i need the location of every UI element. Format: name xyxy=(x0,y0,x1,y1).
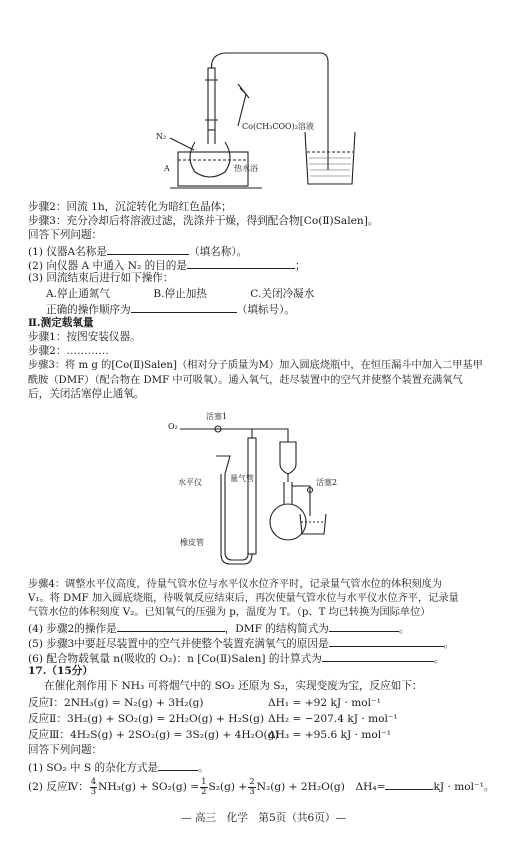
option-b: B.停止加热 xyxy=(153,288,207,300)
hot-water-bath-label: 热水浴 xyxy=(234,164,258,173)
answer-blank xyxy=(385,779,433,790)
n2-inlet-label: N₂ xyxy=(156,132,167,141)
option-a: A.停止通氮气 xyxy=(46,288,110,300)
flask-a-label: A xyxy=(164,164,170,173)
operation-order-tail: （填标号）。 xyxy=(236,304,296,316)
answer-blank xyxy=(117,621,225,632)
fraction-denominator: 3 xyxy=(249,786,255,797)
question-17-1-text: (1) SO₂ 中 S 的杂化方式是 xyxy=(28,762,159,774)
answer-intro: 回答下列问题： xyxy=(28,229,103,241)
question-17-1-tail: 。 xyxy=(198,762,209,774)
question-4-tail: 。 xyxy=(398,623,410,635)
reagent-label: Co(CH₃COO)₂溶液 xyxy=(242,122,314,131)
level-label: 水平仪 xyxy=(178,478,202,487)
o2-label: O₂ xyxy=(168,422,178,431)
question-17-2-part2: S₂(g) + xyxy=(208,781,248,793)
step4-line1: 步骤4：调整水平仪高度，待量气管水位与水平仪水位齐平时，记录量气管水位的体积刻度为 xyxy=(28,579,442,590)
answer-blank xyxy=(187,258,295,269)
answer-blank xyxy=(107,244,189,255)
reflux-apparatus-drawing xyxy=(150,40,390,200)
question-5 xyxy=(28,636,454,651)
question-3: (3) 回流结束后进行如下操作： xyxy=(28,272,174,284)
fraction-denominator: 2 xyxy=(201,786,207,797)
question-17-2-tail: kJ · mol⁻¹。 xyxy=(433,781,495,793)
gas-tube-label: 量气管 xyxy=(230,474,254,483)
part2-step3-line2: 酰胺（DMF）（配合物在 DMF 中可吸氧）。通入氧气，赶尽装置中的空气并使整个装置充满氧气 xyxy=(28,375,463,386)
question-17-2-prefix: (2) 反应Ⅳ： xyxy=(28,781,89,793)
operation-options xyxy=(46,288,314,301)
question-17-2-part3: N₂(g) + 2H₂O(g) ΔH₄= xyxy=(256,781,386,793)
rubber-hose-label: 橡皮管 xyxy=(180,538,204,547)
part2-step2: 步骤2：………… xyxy=(28,345,109,357)
part2-step3-line1: 步骤3：将 m g 的[Co(Ⅱ)Salen]（相对分子质量为M）加入圆底烧瓶中，在恒压漏斗中加入二甲基甲 xyxy=(28,360,483,371)
question-17-2 xyxy=(28,775,494,799)
question-17-1 xyxy=(28,760,209,775)
answer-blank xyxy=(158,760,198,771)
fraction-4-3 xyxy=(90,778,97,797)
question-17-intro: 在催化剂作用下 NH₃ 可将烟气中的 SO₂ 还原为 S₂，实现变废为宝，反应如下： xyxy=(44,680,423,692)
question-17-answer-intro: 回答下列问题： xyxy=(28,744,103,756)
step4-line2: V₁。将 DMF 加入圆底烧瓶，待吸氧反应结束后，再次使量气管水位与水平仪水位齐平，记录量 xyxy=(28,593,459,604)
reaction-3-enthalpy: ΔH₃ = +95.6 kJ · mol⁻¹ xyxy=(268,729,391,741)
question-2 xyxy=(28,258,306,273)
step3-text: 步骤3：充分冷却后将溶液过滤，洗涤并干燥，得到配合物[Co(Ⅱ)Salen]。 xyxy=(28,215,379,227)
reaction-1: 反应Ⅰ：2NH₃(g) = N₂(g) + 3H₂(g) xyxy=(28,697,204,709)
section-ii-heading: Ⅱ.测定载氧量 xyxy=(28,317,94,329)
option-c: C.关闭冷凝水 xyxy=(250,288,315,300)
gas-measurement-figure xyxy=(160,404,360,572)
question-2-text: (2) 向仪器 A 中通入 N₂ 的目的是 xyxy=(28,260,187,272)
question-2-tail: ； xyxy=(294,260,306,272)
question-17-title: 17.（15分） xyxy=(28,665,93,677)
question-1-text: (1) 仪器A名称是 xyxy=(28,246,107,258)
part2-step1: 步骤1：按图安装仪器。 xyxy=(28,331,141,343)
operation-order-text: 正确的操作顺序为 xyxy=(46,304,131,316)
step2-text: 步骤2：回流 1h，沉淀转化为暗红色晶体； xyxy=(28,201,232,213)
question-4 xyxy=(28,621,410,636)
answer-blank xyxy=(329,636,444,647)
page-footer: — 高三 化学 第5页（共6页）— xyxy=(180,812,347,824)
answer-blank xyxy=(329,621,399,632)
fraction-numerator: 1 xyxy=(201,776,207,787)
reaction-2-enthalpy: ΔH₂ = −207.4 kJ · mol⁻¹ xyxy=(268,713,398,725)
operation-order xyxy=(46,302,295,317)
reaction-2: 反应Ⅱ：3H₂(g) + SO₂(g) = 2H₂O(g) + H₂S(g) xyxy=(28,713,265,725)
answer-blank xyxy=(322,651,434,662)
question-6 xyxy=(28,651,444,666)
question-6-tail: 。 xyxy=(433,653,445,665)
valve2-label: 活塞2 xyxy=(316,478,338,487)
reaction-1-enthalpy: ΔH₁ = +92 kJ · mol⁻¹ xyxy=(268,697,381,709)
question-5-text: (5) 步骤3中要赶尽装置中的空气并使整个装置充满氧气的原因是 xyxy=(28,638,329,650)
fraction-2-3 xyxy=(248,778,255,797)
question-1 xyxy=(28,244,247,259)
fraction-numerator: 4 xyxy=(90,776,97,787)
answer-blank xyxy=(131,302,237,313)
question-1-tail: （填名称）。 xyxy=(189,246,248,258)
question-5-tail: 。 xyxy=(443,638,455,650)
fraction-1-2 xyxy=(200,778,207,797)
fraction-denominator: 3 xyxy=(90,786,97,797)
question-6-text: (6) 配合物载氧量 n(吸收的 O₂)：n [Co(Ⅱ)Salen] 的计算式为 xyxy=(28,653,322,665)
fraction-numerator: 2 xyxy=(249,776,255,787)
question-4-text: (4) 步骤2的操作是 xyxy=(28,623,117,635)
reflux-apparatus-figure xyxy=(150,40,390,200)
step4-line3: 气管水位的体积刻度 V₂。已知氧气的压强为 p，温度为 T。（p、T 均已转换为国际单位） xyxy=(28,607,431,618)
question-4-mid: ，DMF 的结构简式为 xyxy=(224,623,329,635)
reaction-3: 反应Ⅲ：4H₂S(g) + 2SO₂(g) = 3S₂(g) + 4H₂O(g) xyxy=(28,729,279,741)
question-17-2-part1: NH₃(g) + SO₂(g) = xyxy=(98,781,200,793)
part2-step3-line3: 后，关闭活塞停止通氧。 xyxy=(28,388,145,400)
valve1-label: 活塞1 xyxy=(206,412,228,421)
